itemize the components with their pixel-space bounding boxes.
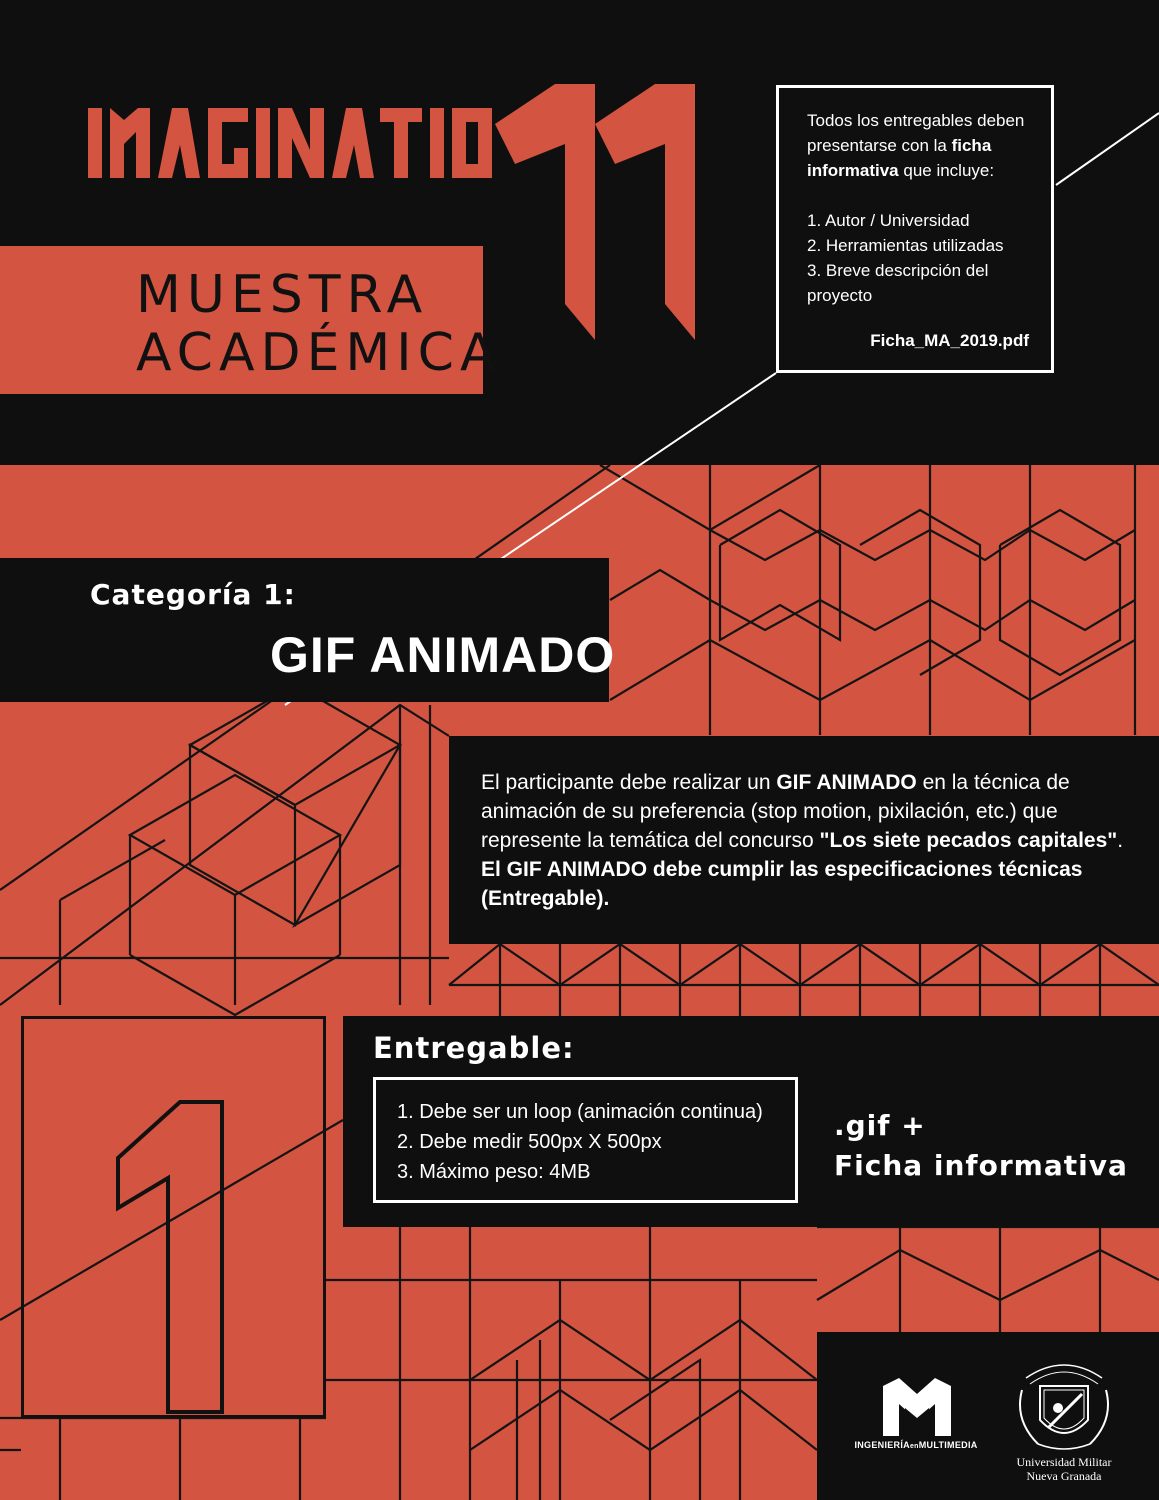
- info-item: 3. Breve descripción del proyecto: [807, 261, 989, 305]
- deliverable-item: 2. Debe medir 500px X 500px: [397, 1131, 662, 1153]
- title-line-2: ACADÉMICA: [136, 323, 502, 383]
- category-number-outline: [110, 1098, 230, 1418]
- multimedia-logo-icon: [883, 1378, 951, 1436]
- info-item: 1. Autor / Universidad: [807, 211, 970, 230]
- description-text: El participante debe realizar un GIF ANIMADO en la técnica de animación de su preferencia (stop motion, pixilación, etc.) que represente la temática del concurso "Los siete pecados capitales". El GIF ANIMADO debe cumplir las especificaciones técnicas (Entregable).: [481, 771, 1124, 910]
- deliverable-list: [397, 1097, 763, 1187]
- info-box: [776, 85, 1054, 373]
- info-file-name: Ficha_MA_2019.pdf: [870, 331, 1029, 350]
- info-item: 2. Herramientas utilizadas: [807, 236, 1004, 255]
- deliverable-format: .gif + Ficha informativa: [834, 1109, 1128, 1182]
- title-line-1: MUESTRA: [136, 265, 429, 325]
- deliverable-title: Entregable:: [373, 1031, 575, 1065]
- edition-eleven-mark: [495, 84, 705, 340]
- info-list: [807, 208, 1033, 308]
- info-intro: Todos los entregables deben presentarse con la ficha informativa que incluye:: [807, 111, 1025, 180]
- deliverable-item: 1. Debe ser un loop (animación continua): [397, 1101, 763, 1123]
- university-name: Universidad Militar Nueva Granada: [1016, 1455, 1112, 1483]
- program-name: INGENIERÍAenMULTIMEDIA: [854, 1440, 978, 1450]
- deliverable-item: 3. Máximo peso: 4MB: [397, 1161, 591, 1183]
- category-title: GIF ANIMADO: [270, 627, 616, 683]
- imaginatio-logo: [88, 100, 498, 185]
- category-label: Categoría 1:: [90, 578, 296, 611]
- university-seal-icon: [1008, 1350, 1120, 1454]
